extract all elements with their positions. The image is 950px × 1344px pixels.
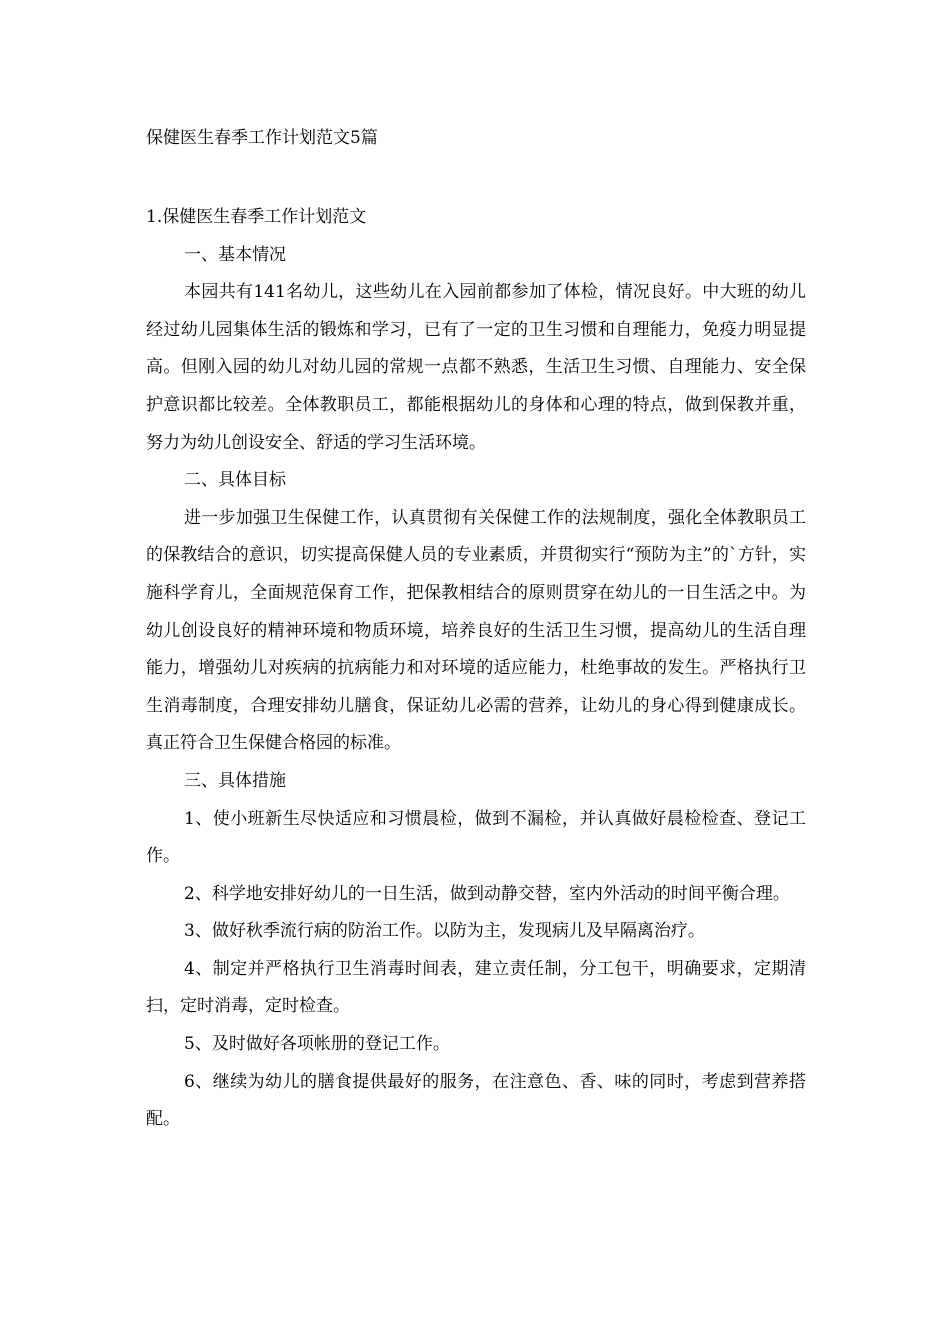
heading-specific-goals: 二、具体目标 <box>184 470 286 491</box>
heading-basic-situation: 一、基本情况 <box>184 244 286 265</box>
measure-item-6: 6、继续为幼儿的膳食提供最好的服务，在注意色、香、味的同时，考虑到营养搭配。 <box>146 1071 806 1130</box>
heading-specific-measures: 三、具体措施 <box>184 770 286 791</box>
measure-item-4: 4、制定并严格执行卫生消毒时间表，建立责任制，分工包干，明确要求，定期清扫，定时消毒，定时检查。 <box>146 958 806 1017</box>
paragraph-basic-situation: 本园共有141名幼儿，这些幼儿在入园前都参加了体检，情况良好。中大班的幼儿经过幼儿园集体生活的锻炼和学习，已有了一定的卫生习惯和自理能力，免疫力明显提高。但刚入园的幼儿对幼儿园的常规一点都不熟悉，生活卫生习惯、自理能力、安全保护意识都比较差。全体教职员工，都能根据幼儿的身体和心理的特点，做到保教并重，努力为幼儿创设安全、舒适的学习生活环境。 <box>146 282 806 453</box>
measure-item-3: 3、做好秋季流行病的防治工作。以防为主，发现病儿及早隔离治疗。 <box>184 921 705 942</box>
paragraph-specific-goals: 进一步加强卫生保健工作，认真贯彻有关保健工作的法规制度，强化全体教职员工的保教结合的意识，切实提高保健人员的专业素质，并贯彻实行“预防为主”的`方针，实施科学育儿，全面规范保育工作，把保教相结合的原则贯穿在幼儿的一日生活之中。为幼儿创设良好的精神环境和物质环境，培养良好的生活卫生习惯，提高幼儿的生活自理能力，增强幼儿对疾病的抗病能力和对环境的适应能力，杜绝事故的发生。严格执行卫生消毒制度，合理安排幼儿膳食，保证幼儿必需的营养，让幼儿的身心得到健康成长。真正符合卫生保健合格园的标准。 <box>146 507 806 754</box>
measure-item-1: 1、使小班新生尽快适应和习惯晨检，做到不漏检，并认真做好晨检检查、登记工作。 <box>146 808 806 867</box>
document-title: 保健医生春季工作计划范文5篇 <box>146 128 378 148</box>
measure-item-2: 2、科学地安排好幼儿的一日生活，做到动静交替，室内外活动的时间平衡合理。 <box>184 883 790 904</box>
document-body <box>146 199 806 1139</box>
measure-item-5: 5、及时做好各项帐册的登记工作。 <box>184 1034 450 1055</box>
section-title: 1.保健医生春季工作计划范文 <box>146 207 367 227</box>
